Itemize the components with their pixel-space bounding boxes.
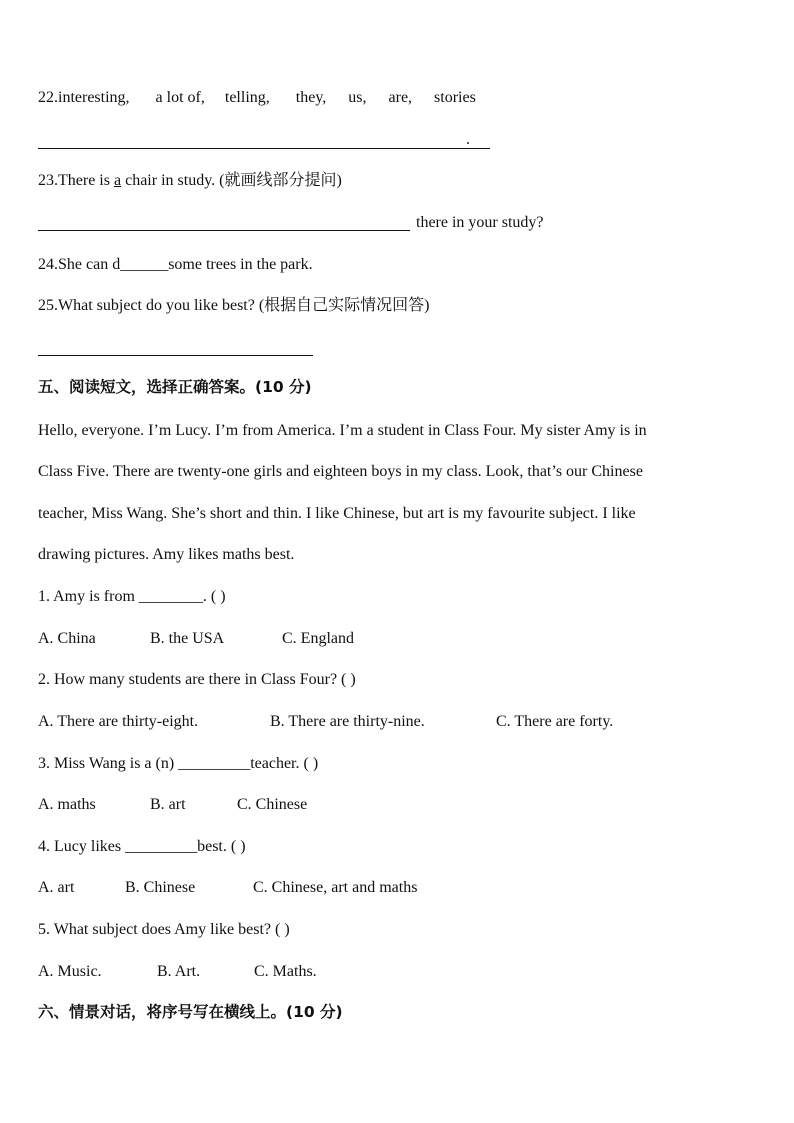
option-c[interactable]: C. Chinese <box>237 796 308 813</box>
q22-line <box>38 88 476 108</box>
question-stem: 3. Miss Wang is a (n) _________teacher. ( ) <box>38 755 319 772</box>
option-b[interactable]: B. the USA <box>150 630 225 647</box>
q22-period: . <box>466 131 470 148</box>
q22-word: us, <box>348 89 367 106</box>
passage-line: teacher, Miss Wang. She’s short and thin. I like Chinese, but art is my favourite subject. I like <box>38 505 636 522</box>
section5-heading: 五、阅读短文，选择正确答案。(10 分) <box>38 378 312 396</box>
question-stem: 1. Amy is from ________. ( ) <box>38 588 226 605</box>
option-a[interactable]: A. China <box>38 630 96 647</box>
option-b[interactable]: B. art <box>150 796 186 813</box>
option-a[interactable]: A. maths <box>38 796 96 813</box>
option-a[interactable]: A. art <box>38 879 75 896</box>
q24-blank[interactable]: ______ <box>120 256 169 273</box>
option-b[interactable]: B. There are thirty-nine. <box>270 713 425 730</box>
section6-heading: 六、情景对话，将序号写在横线上。(10 分) <box>38 1003 343 1021</box>
q24-text-b: some trees in the park. <box>168 256 313 273</box>
q23-answer-line[interactable] <box>38 230 410 231</box>
q22-word: they, <box>295 89 327 106</box>
passage-line: Hello, everyone. I’m Lucy. I’m from America. I’m a student in Class Four. My sister Amy is in <box>38 422 647 439</box>
question-stem: 2. How many students are there in Class Four? ( ) <box>38 671 356 688</box>
q23-line <box>38 171 342 191</box>
q22-word: are, <box>388 89 413 106</box>
q25-line: 25.What subject do you like best? (根据自己实际情况回答) <box>38 297 430 314</box>
option-c[interactable]: C. England <box>282 630 354 647</box>
q22-word: a lot of, <box>155 89 205 106</box>
q22-word: telling, <box>224 89 270 106</box>
q22-answer-line[interactable] <box>38 148 490 149</box>
option-a[interactable]: A. Music. <box>38 963 102 980</box>
question-stem: 5. What subject does Amy like best? ( ) <box>38 921 290 938</box>
passage-line: drawing pictures. Amy likes maths best. <box>38 546 295 563</box>
option-b[interactable]: B. Chinese <box>125 879 196 896</box>
option-b[interactable]: B. Art. <box>157 963 201 980</box>
q22-word: stories <box>434 89 476 106</box>
q24-line <box>38 255 313 275</box>
q23-underlined-word: a <box>113 172 122 189</box>
question-stem: 4. Lucy likes _________best. ( ) <box>38 838 246 855</box>
option-c[interactable]: C. There are forty. <box>496 713 614 730</box>
option-c[interactable]: C. Chinese, art and maths <box>253 879 418 896</box>
q23-answer-tail: there in your study? <box>416 214 544 231</box>
passage-line: Class Five. There are twenty-one girls and eighteen boys in my class. Look, that’s our Chinese <box>38 463 643 480</box>
q23-text-after: chair in study. (就画线部分提问) <box>121 172 342 189</box>
option-a[interactable]: A. There are thirty-eight. <box>38 713 199 730</box>
q24-text-a: 24.She can d <box>38 256 121 273</box>
q25-answer-line[interactable] <box>38 355 313 356</box>
q23-text-before: 23.There is <box>38 172 114 189</box>
option-c[interactable]: C. Maths. <box>254 963 317 980</box>
q22-prefix: 22.interesting, <box>38 89 130 106</box>
